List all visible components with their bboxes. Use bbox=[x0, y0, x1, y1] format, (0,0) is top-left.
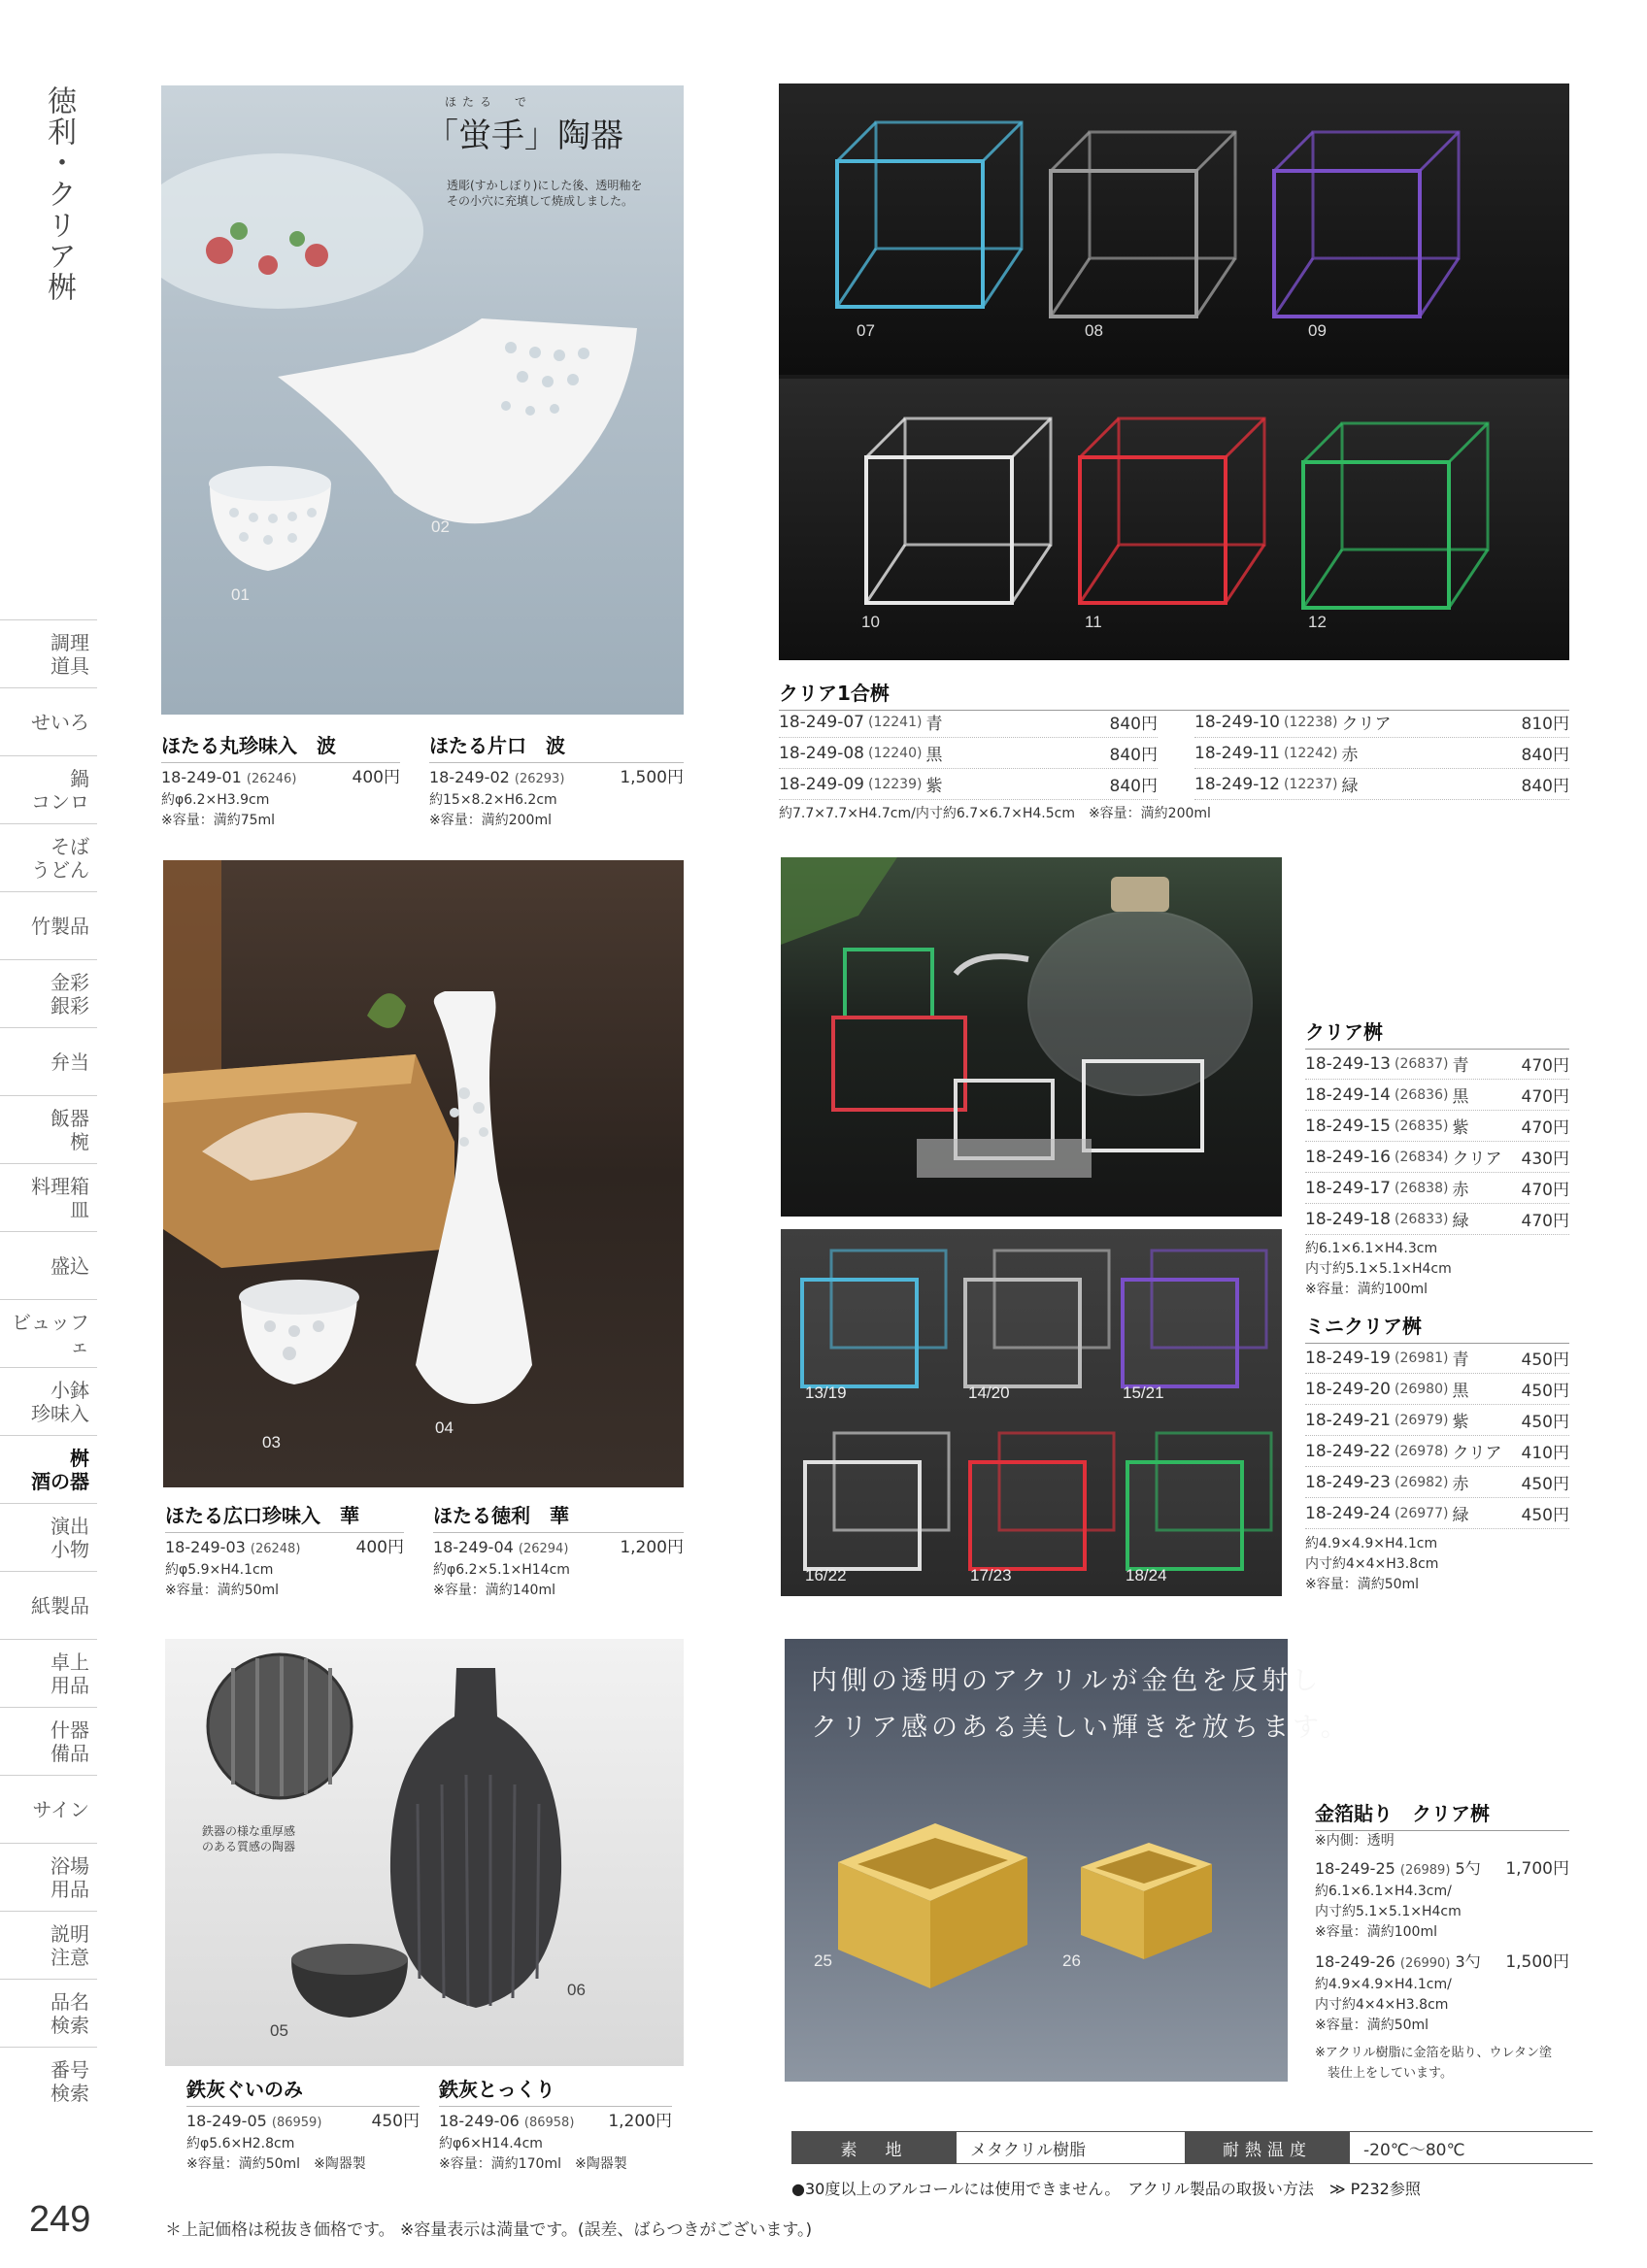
item-01-code-row bbox=[161, 767, 400, 790]
price-row bbox=[1305, 1173, 1569, 1204]
row-sub: (26838) bbox=[1394, 1180, 1449, 1196]
row-color: 青 bbox=[1452, 1056, 1469, 1076]
item-01-code: 18-249-01 bbox=[161, 768, 242, 786]
row-price: 450円 bbox=[1521, 1475, 1569, 1494]
item-03-name: ほたる広口珍味入 華 bbox=[165, 1500, 404, 1533]
row-color: 緑 bbox=[1341, 777, 1359, 796]
row-price: 450円 bbox=[1521, 1351, 1569, 1370]
gold-item2-sub: (26990) bbox=[1399, 1956, 1451, 1971]
row-sub: (26977) bbox=[1394, 1505, 1449, 1521]
price-row bbox=[1305, 1436, 1569, 1467]
clear1go-illustration bbox=[779, 83, 1569, 660]
item-02-name: ほたる片口 波 bbox=[429, 730, 684, 763]
gold-item1-sub: (26989) bbox=[1399, 1863, 1451, 1878]
row-code: 18-249-18 bbox=[1305, 1209, 1391, 1229]
hotarude-desc: 透彫(すかしぼり)にした後、透明釉を その小穴に充填して焼成しました。 bbox=[447, 179, 643, 208]
label-01: 01 bbox=[231, 585, 250, 604]
item-02-code: 18-249-02 bbox=[429, 768, 510, 786]
price-row bbox=[1305, 1111, 1569, 1142]
row-color: クリア bbox=[1341, 715, 1392, 734]
mini-masu-box bbox=[1127, 1433, 1271, 1569]
material-header-base: 素 地 bbox=[791, 2131, 957, 2164]
row-price: 470円 bbox=[1521, 1212, 1569, 1231]
row-sub: (26982) bbox=[1394, 1474, 1449, 1490]
photo-clear1go bbox=[779, 83, 1569, 660]
item-02-notes: 約15×8.2×H6.2cm ※容量：満約200ml bbox=[429, 792, 557, 828]
clear1go-label: 12 bbox=[1308, 613, 1327, 631]
hotarude-ruby: ほたる で bbox=[445, 95, 533, 109]
row-price: 470円 bbox=[1521, 1118, 1569, 1138]
item-05-sub: (86959) bbox=[271, 2116, 322, 2130]
gold-item1-size: 5勺 bbox=[1455, 1859, 1481, 1878]
row-color: 黒 bbox=[925, 746, 943, 765]
row-sub: (26981) bbox=[1394, 1350, 1449, 1366]
clear1go-title: クリア1合桝 bbox=[779, 678, 1569, 711]
clearmasu-title: クリア桝 bbox=[1305, 1017, 1569, 1050]
category-tabs bbox=[0, 619, 97, 2115]
gold-copy: 内側の透明のアクリルが金色を反射し クリア感のある美しい輝きを放ちます。 bbox=[811, 1666, 1351, 1743]
tab-item[interactable]: サイン bbox=[0, 1775, 97, 1843]
item-04-code: 18-249-04 bbox=[433, 1538, 514, 1556]
price-row bbox=[1305, 1343, 1569, 1374]
item-06-notes: 約φ6×H14.4cm ※容量：満約170ml ※陶器製 bbox=[439, 2136, 627, 2172]
row-sub: (26979) bbox=[1394, 1412, 1449, 1428]
price-row bbox=[779, 738, 1158, 769]
price-row bbox=[1305, 1405, 1569, 1436]
tab-item[interactable]: 桝 酒の器 bbox=[0, 1435, 97, 1503]
item-01-notes: 約φ6.2×H3.9cm ※容量：満約75ml bbox=[161, 792, 276, 828]
row-sub: (26835) bbox=[1394, 1117, 1449, 1134]
row-price: 810円 bbox=[1521, 715, 1569, 734]
row-price: 470円 bbox=[1521, 1087, 1569, 1107]
row-price: 840円 bbox=[1109, 777, 1158, 796]
item-01-sub: (26246) bbox=[246, 772, 297, 786]
miniclear-label: 17/23 bbox=[970, 1566, 1012, 1584]
masu-box bbox=[1080, 418, 1264, 603]
tab-item[interactable]: 竹製品 bbox=[0, 891, 97, 959]
gold-item2-row bbox=[1315, 1951, 1569, 1975]
price-row bbox=[1305, 1080, 1569, 1111]
hotarude-title: 「蛍手」陶器 bbox=[425, 117, 623, 155]
row-color: 緑 bbox=[1452, 1506, 1469, 1525]
photo-hana bbox=[163, 860, 684, 1487]
row-color: クリア bbox=[1452, 1150, 1502, 1169]
miniclear-spec: 約4.9×4.9×H4.1cm 内寸約4×4×H3.8cm ※容量：満約50ml bbox=[1305, 1536, 1439, 1592]
row-color: 黒 bbox=[1452, 1382, 1469, 1401]
gold-note: ※アクリル樹脂に金箔を貼り、ウレタン塗 装仕上をしています。 bbox=[1315, 2046, 1552, 2081]
price-row bbox=[1305, 1049, 1569, 1080]
price-row bbox=[1194, 769, 1569, 800]
clear1go-label: 08 bbox=[1085, 321, 1103, 340]
row-sub: (26833) bbox=[1394, 1211, 1449, 1227]
row-price: 430円 bbox=[1521, 1150, 1569, 1169]
item-04-name: ほたる徳利 華 bbox=[433, 1500, 684, 1533]
tab-item[interactable]: 品名 検索 bbox=[0, 1979, 97, 2047]
mini-masu-box bbox=[1123, 1251, 1266, 1386]
row-sub: (26836) bbox=[1394, 1086, 1449, 1103]
row-code: 18-249-08 bbox=[779, 743, 864, 763]
clear1go-label: 09 bbox=[1308, 321, 1327, 340]
item-02-sub: (26293) bbox=[514, 772, 565, 786]
page-number: 249 bbox=[29, 2199, 91, 2240]
row-color: 赤 bbox=[1341, 746, 1359, 765]
row-code: 18-249-10 bbox=[1194, 712, 1280, 732]
row-price: 450円 bbox=[1521, 1413, 1569, 1432]
row-price: 410円 bbox=[1521, 1444, 1569, 1463]
gold-item1-code: 18-249-25 bbox=[1315, 1859, 1395, 1878]
tab-item[interactable]: 金彩 銀彩 bbox=[0, 959, 97, 1027]
price-row bbox=[1305, 1142, 1569, 1173]
row-sub: (12239) bbox=[867, 776, 923, 792]
gold-item2-price: 1,500円 bbox=[1505, 1952, 1569, 1972]
clearmasu-spec: 約6.1×6.1×H4.3cm 内寸約5.1×5.1×H4cm ※容量：満約100ml bbox=[1305, 1241, 1452, 1297]
masu-box bbox=[866, 418, 1051, 603]
item-06-price: 1,200円 bbox=[608, 2112, 672, 2131]
row-code: 18-249-11 bbox=[1194, 743, 1280, 763]
row-code: 18-249-15 bbox=[1305, 1116, 1391, 1136]
price-row bbox=[1305, 1204, 1569, 1235]
row-code: 18-249-14 bbox=[1305, 1084, 1391, 1105]
mini-masu-box bbox=[970, 1433, 1114, 1569]
tab-item[interactable]: 料理箱 皿 bbox=[0, 1163, 97, 1231]
clearmasu-illustration bbox=[781, 857, 1282, 1217]
row-code: 18-249-13 bbox=[1305, 1053, 1391, 1074]
material-header-heat: 耐熱温度 bbox=[1185, 2131, 1350, 2164]
row-color: 黒 bbox=[1452, 1087, 1469, 1107]
clear1go-spec: 約7.7×7.7×H4.7cm/内寸約6.7×6.7×H4.5cm ※容量：満約200ml bbox=[779, 806, 1211, 821]
item-06-code-row bbox=[439, 2111, 672, 2134]
masu-box bbox=[837, 122, 1022, 307]
item-03-notes: 約φ5.9×H4.1cm ※容量：満約50ml bbox=[165, 1562, 280, 1598]
row-price: 840円 bbox=[1521, 746, 1569, 765]
row-code: 18-249-20 bbox=[1305, 1379, 1391, 1399]
hana-illustration bbox=[163, 860, 684, 1487]
label-02: 02 bbox=[431, 517, 450, 536]
tab-item[interactable]: 什器 備品 bbox=[0, 1707, 97, 1775]
row-color: クリア bbox=[1452, 1444, 1502, 1463]
item-02-code-row bbox=[429, 767, 684, 790]
mini-masu-box bbox=[805, 1433, 949, 1569]
row-price: 840円 bbox=[1521, 777, 1569, 796]
tab-item[interactable]: 弁当 bbox=[0, 1027, 97, 1095]
row-color: 紫 bbox=[1452, 1118, 1469, 1138]
row-color: 紫 bbox=[925, 777, 943, 796]
tab-item[interactable]: せいろ bbox=[0, 687, 97, 755]
gold-item1-row bbox=[1315, 1858, 1569, 1882]
tab-item[interactable]: 卓上 用品 bbox=[0, 1639, 97, 1707]
tab-item[interactable]: 調理 道具 bbox=[0, 619, 97, 687]
row-price: 450円 bbox=[1521, 1382, 1569, 1401]
tab-item[interactable]: ビュッフェ bbox=[0, 1299, 97, 1367]
material-value-heat: -20℃〜80℃ bbox=[1350, 2131, 1593, 2164]
mini-masu-box bbox=[965, 1251, 1109, 1386]
price-row bbox=[779, 769, 1158, 800]
photo-hotarude bbox=[161, 85, 684, 715]
row-code: 18-249-22 bbox=[1305, 1441, 1391, 1461]
row-sub: (12240) bbox=[867, 745, 923, 761]
label-25: 25 bbox=[814, 1951, 832, 1970]
tab-item[interactable]: 小鉢 珍味入 bbox=[0, 1367, 97, 1435]
row-code: 18-249-07 bbox=[779, 712, 864, 732]
mini-masu-box bbox=[802, 1251, 946, 1386]
gold-item2-size: 3勺 bbox=[1455, 1952, 1481, 1971]
tab-item[interactable]: 番号 検索 bbox=[0, 2047, 97, 2115]
label-03: 03 bbox=[262, 1433, 281, 1451]
tab-item[interactable]: 飯器 椀 bbox=[0, 1095, 97, 1163]
row-sub: (26980) bbox=[1394, 1381, 1449, 1397]
row-color: 赤 bbox=[1452, 1181, 1469, 1200]
item-03-code: 18-249-03 bbox=[165, 1538, 246, 1556]
row-code: 18-249-19 bbox=[1305, 1348, 1391, 1368]
price-row bbox=[1194, 707, 1569, 738]
item-05-name: 鉄灰ぐいのみ bbox=[186, 2074, 420, 2107]
row-price: 840円 bbox=[1109, 746, 1158, 765]
tab-item[interactable]: そば うどん bbox=[0, 823, 97, 891]
gold-item2-code: 18-249-26 bbox=[1315, 1952, 1395, 1971]
miniclear-label: 13/19 bbox=[805, 1384, 847, 1402]
photo-miniclear bbox=[781, 1229, 1282, 1596]
material-table bbox=[791, 2131, 1593, 2164]
tab-item[interactable]: 鍋 コンロ bbox=[0, 755, 97, 823]
row-color: 赤 bbox=[1452, 1475, 1469, 1494]
gold-item2-spec: 約4.9×4.9×H4.1cm/ 内寸約4×4×H3.8cm ※容量：満約50ml bbox=[1315, 1977, 1452, 2033]
row-code: 18-249-21 bbox=[1305, 1410, 1391, 1430]
photo-clearmasu bbox=[781, 857, 1282, 1217]
masu-box bbox=[1274, 132, 1459, 317]
miniclear-label: 18/24 bbox=[1126, 1566, 1167, 1584]
item-04-notes: 約φ6.2×5.1×H14cm ※容量：満約140ml bbox=[433, 1562, 570, 1598]
item-04-price: 1,200円 bbox=[620, 1538, 684, 1557]
row-code: 18-249-24 bbox=[1305, 1503, 1391, 1523]
label-06: 06 bbox=[567, 1981, 586, 1999]
masu-box bbox=[1303, 423, 1488, 608]
item-03-sub: (26248) bbox=[250, 1542, 301, 1556]
tetsuhai-inset-caption: 鉄器の様な重厚感 のある質感の陶器 bbox=[202, 1824, 296, 1853]
gold-item1-spec: 約6.1×6.1×H4.3cm/ 内寸約5.1×5.1×H4cm ※容量：満約100ml bbox=[1315, 1884, 1462, 1940]
material-note: ●30度以上のアルコールには使用できません。 アクリル製品の取扱い方法 ≫ P232参照 bbox=[791, 2180, 1421, 2198]
label-05: 05 bbox=[270, 2021, 288, 2040]
row-sub: (26837) bbox=[1394, 1055, 1449, 1072]
row-sub: (12242) bbox=[1283, 745, 1338, 761]
gold-title: 金箔貼り クリア桝 bbox=[1315, 1798, 1569, 1831]
row-sub: (12237) bbox=[1283, 776, 1338, 792]
tab-item[interactable]: 説明 注意 bbox=[0, 1911, 97, 1979]
miniclear-label: 16/22 bbox=[805, 1566, 847, 1584]
tab-item[interactable]: 紙製品 bbox=[0, 1571, 97, 1639]
item-03-price: 400円 bbox=[355, 1538, 404, 1557]
clear1go-label: 07 bbox=[857, 321, 875, 340]
photo-tetsuhai bbox=[165, 1639, 684, 2066]
label-04: 04 bbox=[435, 1418, 454, 1437]
row-code: 18-249-23 bbox=[1305, 1472, 1391, 1492]
miniclear-title: ミニクリア桝 bbox=[1305, 1311, 1569, 1344]
row-code: 18-249-16 bbox=[1305, 1147, 1391, 1167]
page-footnote: ＊上記価格は税抜き価格です。 ※容量表示は満量です。(誤差、ばらつきがございます。) bbox=[165, 2220, 813, 2240]
gold-subtitle: ※内側：透明 bbox=[1315, 1833, 1395, 1849]
label-26: 26 bbox=[1062, 1951, 1081, 1970]
material-value-base: メタクリル樹脂 bbox=[957, 2131, 1185, 2164]
clear1go-label: 11 bbox=[1085, 613, 1102, 631]
row-price: 470円 bbox=[1521, 1056, 1569, 1076]
row-sub: (26978) bbox=[1394, 1443, 1449, 1459]
price-row bbox=[1305, 1467, 1569, 1498]
item-05-code: 18-249-05 bbox=[186, 2112, 267, 2130]
price-row bbox=[1194, 738, 1569, 769]
item-01-price: 400円 bbox=[352, 768, 400, 787]
miniclear-label: 15/21 bbox=[1123, 1384, 1164, 1402]
item-01-name: ほたる丸珍味入 波 bbox=[161, 730, 400, 763]
miniclear-label: 14/20 bbox=[968, 1384, 1010, 1402]
price-row bbox=[1305, 1374, 1569, 1405]
row-color: 青 bbox=[1452, 1351, 1469, 1370]
row-sub: (26834) bbox=[1394, 1149, 1449, 1165]
price-row bbox=[779, 707, 1158, 738]
item-05-code-row bbox=[186, 2111, 420, 2134]
item-03-code-row bbox=[165, 1537, 404, 1560]
item-04-code-row bbox=[433, 1537, 684, 1560]
row-sub: (12241) bbox=[867, 714, 923, 730]
row-code: 18-249-17 bbox=[1305, 1178, 1391, 1198]
section-label: 徳利・クリア桝 bbox=[42, 85, 76, 303]
tab-item[interactable]: 演出 小物 bbox=[0, 1503, 97, 1571]
item-05-notes: 約φ5.6×H2.8cm ※容量：満約50ml ※陶器製 bbox=[186, 2136, 366, 2172]
item-06-code: 18-249-06 bbox=[439, 2112, 520, 2130]
row-code: 18-249-09 bbox=[779, 774, 864, 794]
price-row bbox=[1305, 1498, 1569, 1529]
row-price: 450円 bbox=[1521, 1506, 1569, 1525]
gold-item1-price: 1,700円 bbox=[1505, 1859, 1569, 1879]
clear1go-label: 10 bbox=[861, 613, 880, 631]
item-05-price: 450円 bbox=[371, 2112, 420, 2131]
row-sub: (12238) bbox=[1283, 714, 1338, 730]
masu-box bbox=[1051, 132, 1235, 317]
tab-item[interactable]: 浴場 用品 bbox=[0, 1843, 97, 1911]
miniclear-illustration bbox=[781, 1229, 1282, 1596]
row-color: 青 bbox=[925, 715, 943, 734]
row-color: 緑 bbox=[1452, 1212, 1469, 1231]
row-price: 470円 bbox=[1521, 1181, 1569, 1200]
row-price: 840円 bbox=[1109, 715, 1158, 734]
item-06-sub: (86958) bbox=[523, 2116, 575, 2130]
item-04-sub: (26294) bbox=[518, 1542, 569, 1556]
row-color: 紫 bbox=[1452, 1413, 1469, 1432]
item-02-price: 1,500円 bbox=[620, 768, 684, 787]
item-06-name: 鉄灰とっくり bbox=[439, 2074, 672, 2107]
tab-item[interactable]: 盛込 bbox=[0, 1231, 97, 1299]
row-code: 18-249-12 bbox=[1194, 774, 1280, 794]
